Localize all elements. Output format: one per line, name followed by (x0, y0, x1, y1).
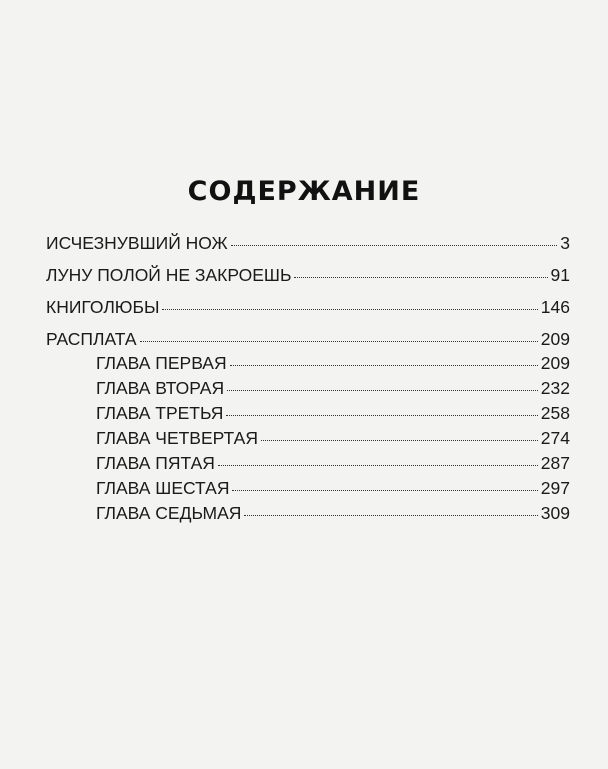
toc-chapter (96, 402, 570, 424)
toc-chapter-title: ГЛАВА ПЯТАЯ (96, 453, 215, 473)
toc-chapter (96, 377, 570, 399)
toc-entry (46, 296, 570, 318)
toc-chapter-title: ГЛАВА СЕДЬМАЯ (96, 503, 242, 523)
toc-entry-page: 91 (550, 265, 570, 285)
toc-entry-title: РАСПЛАТА (46, 329, 137, 349)
dot-leader (261, 440, 538, 441)
dot-leader (231, 245, 558, 246)
toc-chapter (96, 452, 570, 474)
toc-chapter-page: 309 (540, 503, 570, 523)
toc-chapter (96, 477, 570, 499)
toc-entry-title: ИСЧЕЗНУВШИЙ НОЖ (46, 233, 228, 253)
toc-entry-page: 209 (540, 329, 570, 349)
dot-leader (140, 341, 538, 342)
contents-heading: СОДЕРЖАНИЕ (187, 176, 421, 207)
toc-chapter-title: ГЛАВА ВТОРАЯ (96, 378, 225, 398)
dot-leader (244, 515, 537, 516)
dot-leader (232, 490, 537, 491)
toc-chapter (96, 502, 570, 524)
toc-entry (46, 264, 570, 286)
toc-chapter-title: ГЛАВА ПЕРВАЯ (96, 353, 227, 373)
dot-leader (230, 365, 538, 366)
toc-entry-title: ЛУНУ ПОЛОЙ НЕ ЗАКРОЕШЬ (46, 265, 292, 285)
toc-chapter-title: ГЛАВА ШЕСТАЯ (96, 478, 230, 498)
toc-chapter-page: 274 (540, 428, 570, 448)
toc-chapter-page: 209 (540, 353, 570, 373)
toc-entry-page: 146 (540, 297, 570, 317)
toc-entry-page: 3 (560, 233, 570, 253)
toc-chapter-page: 287 (540, 453, 570, 473)
dot-leader (294, 277, 547, 278)
toc-chapter-title: ГЛАВА ЧЕТВЕРТАЯ (96, 428, 258, 448)
toc-chapter-title: ГЛАВА ТРЕТЬЯ (96, 403, 224, 423)
toc-chapter (96, 427, 570, 449)
toc-chapter (96, 352, 570, 374)
dot-leader (218, 465, 538, 466)
toc-chapter-page: 258 (540, 403, 570, 423)
toc-chapter-page: 232 (540, 378, 570, 398)
toc-chapter-page: 297 (540, 478, 570, 498)
dot-leader (226, 415, 537, 416)
dot-leader (162, 309, 537, 310)
toc-entry-title: КНИГОЛЮБЫ (46, 297, 160, 317)
dot-leader (227, 390, 538, 391)
toc-entry (46, 232, 570, 254)
toc-entry (46, 328, 570, 350)
